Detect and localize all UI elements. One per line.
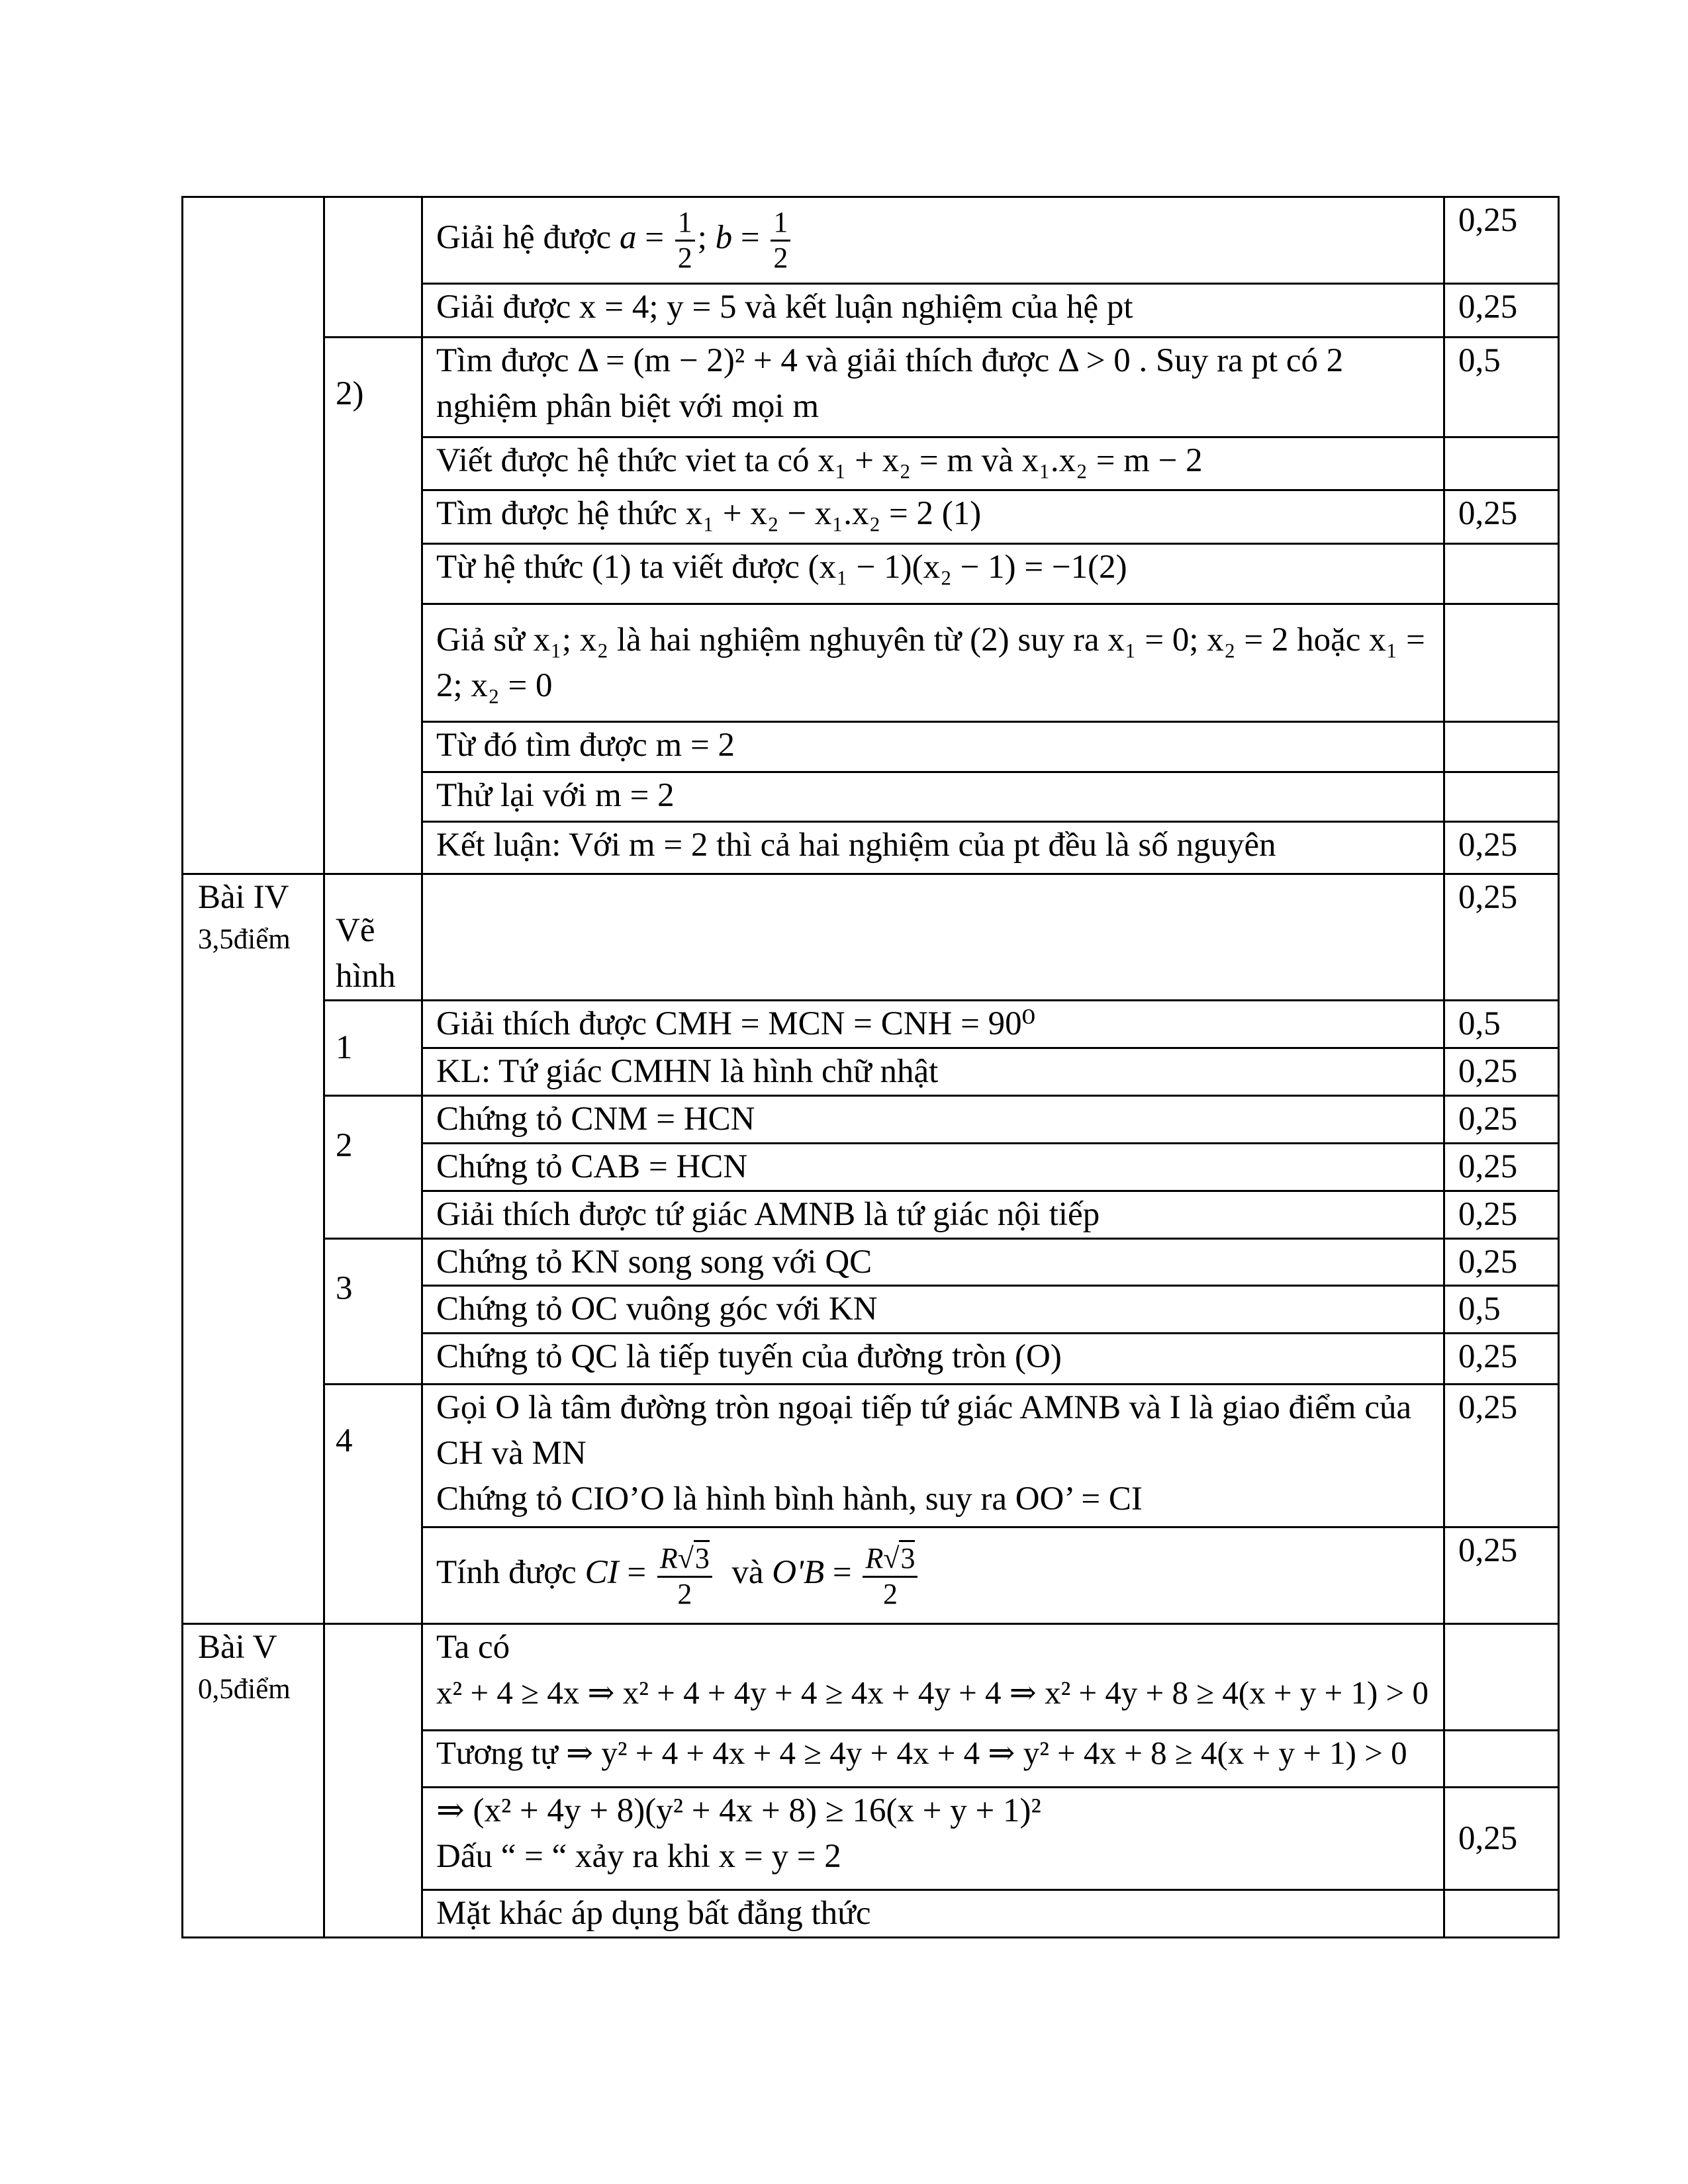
score-cell — [1444, 437, 1559, 490]
content-cell: Tìm được hệ thức x₁ + x₂ − x₁.x₂ = 2 (1) — [422, 490, 1444, 544]
score-cell: 0,25 — [1444, 1334, 1559, 1385]
part-label: 4 — [336, 1422, 353, 1460]
part-label: 2) — [336, 375, 364, 412]
content-cell: Kết luận: Với m = 2 thì cả hai nghiệm của pt đều là số nguyên — [422, 822, 1444, 874]
score-cell: 0,25 — [1444, 1143, 1559, 1191]
score-cell: 0,25 — [1444, 284, 1559, 338]
answer-key-table — [181, 196, 1560, 1938]
score-cell — [1444, 604, 1559, 722]
content-cell — [422, 197, 1444, 284]
cell-text-line2: Chứng tỏ CIO’O là hình bình hành, suy ra OO’ = CI — [436, 1480, 1143, 1518]
score-cell: 0,25 — [1444, 1095, 1559, 1143]
cell-text: ⇒ (x² + 4y + 8)(y² + 4x + 8) ≥ 16(x + y + 1)² — [436, 1792, 1041, 1830]
table-row — [183, 1095, 1559, 1143]
content-cell: Giải thích được tứ giác AMNB là tứ giác nội tiếp — [422, 1191, 1444, 1238]
bai-title: Bài V — [198, 1629, 277, 1666]
bai-cell-empty — [183, 197, 324, 874]
score-cell: 0,25 — [1444, 1191, 1559, 1238]
content-cell: Chứng tỏ OC vuông góc với KN — [422, 1286, 1444, 1334]
content-cell: Giải thích được CMH = MCN = CNH = 90⁰ — [422, 1000, 1444, 1048]
score-cell — [1444, 1624, 1559, 1731]
part-cell-empty — [324, 197, 422, 338]
score-cell: 0,25 — [1444, 490, 1559, 544]
bai-points: 3,5điểm — [198, 923, 291, 955]
content-cell — [422, 1527, 1444, 1624]
bai-points: 0,5điểm — [198, 1674, 291, 1706]
cell-text-line2: Dấu “ = “ xảy ra khi x = y = 2 — [436, 1838, 841, 1876]
content-cell: Viết được hệ thức viet ta có x₁ + x₂ = m và x₁.x₂ = m − 2 — [422, 437, 1444, 490]
formula-solve-system: Giải hệ được a = $\frac{1}{2}$ ; b = $\frac{1}{2}$ — [436, 219, 793, 256]
content-cell: KL: Tứ giác CMHN là hình chữ nhật — [422, 1048, 1444, 1095]
table-row — [183, 1238, 1559, 1286]
part-label-cell — [324, 1095, 422, 1238]
score-cell — [1444, 544, 1559, 604]
bai-title: Bài IV — [198, 879, 289, 916]
formula-ci: Tính được CI = $\frac{R√3}{2}$ và O'B = $\frac{R√3}{2}$ — [436, 1554, 920, 1591]
content-cell: Tìm được Δ = (m − 2)² + 4 và giải thích được Δ > 0 . Suy ra pt có 2 nghiệm phân biệt với mọi m — [422, 338, 1444, 437]
table-row — [183, 1000, 1559, 1048]
content-cell: Từ đó tìm được m = 2 — [422, 722, 1444, 772]
fraction: $\frac{1}{2}$ — [771, 206, 790, 275]
content-cell: Chứng tỏ CAB = HCN — [422, 1143, 1444, 1191]
content-cell: Chứng tỏ KN song song với QC — [422, 1238, 1444, 1286]
part-cell-empty — [324, 1624, 422, 1938]
fraction: $\frac{R√3}{2}$ — [863, 1540, 917, 1611]
score-cell: 0,5 — [1444, 1000, 1559, 1048]
table-row — [183, 338, 1559, 437]
content-cell: Từ hệ thức (1) ta viết được (x₁ − 1)(x₂ − 1) = −1(2) — [422, 544, 1444, 604]
score-cell: 0,5 — [1444, 1286, 1559, 1334]
content-cell: Chứng tỏ CNM = HCN — [422, 1095, 1444, 1143]
score-cell — [1444, 722, 1559, 772]
content-cell: Tương tự ⇒ y² + 4 + 4x + 4 ≥ 4y + 4x + 4 ⇒ y² + 4x + 8 ≥ 4(x + y + 1) > 0 — [422, 1731, 1444, 1788]
score-cell: 0,5 — [1444, 338, 1559, 437]
part-label-cell — [324, 1385, 422, 1624]
content-cell: Giả sử x₁; x₂ là hai nghiệm nghuyên từ (2) suy ra x₁ = 0; x₂ = 2 hoặc x₁ = 2; x₂ = 0 — [422, 604, 1444, 722]
score-cell: 0,25 — [1444, 1385, 1559, 1527]
part-label-cell — [324, 338, 422, 874]
content-cell — [422, 874, 1444, 1001]
score-cell — [1444, 772, 1559, 822]
fraction: $\frac{1}{2}$ — [675, 206, 695, 275]
content-cell: Mặt khác áp dụng bất đẳng thức — [422, 1890, 1444, 1938]
table-row — [183, 197, 1559, 284]
part-label-cell: 1 — [324, 1000, 422, 1095]
table-row — [183, 1624, 1559, 1731]
content-cell: Chứng tỏ QC là tiếp tuyến của đường tròn (O) — [422, 1334, 1444, 1385]
bai-cell — [183, 1624, 324, 1938]
score-cell: 0,25 — [1444, 1788, 1559, 1890]
score-cell: 0,25 — [1444, 1238, 1559, 1286]
bai-cell — [183, 874, 324, 1624]
score-cell: 0,25 — [1444, 1048, 1559, 1095]
table-row — [183, 1385, 1559, 1527]
part-label-cell — [324, 874, 422, 1001]
part-label: 3 — [336, 1269, 353, 1307]
score-cell: 0,25 — [1444, 1527, 1559, 1624]
fraction: $\frac{R√3}{2}$ — [657, 1540, 712, 1611]
cell-text: Ta có — [436, 1629, 510, 1666]
part-label: 2 — [336, 1126, 353, 1164]
score-cell: 0,25 — [1444, 822, 1559, 874]
score-cell — [1444, 1890, 1559, 1938]
cell-text: Gọi O là tâm đường tròn ngoại tiếp tứ giác AMNB và I là giao điểm của CH và MN — [436, 1389, 1412, 1473]
score-cell — [1444, 1731, 1559, 1788]
score-cell: 0,25 — [1444, 197, 1559, 284]
score-cell: 0,25 — [1444, 874, 1559, 1001]
content-cell — [422, 1385, 1444, 1527]
content-cell: Thử lại với m = 2 — [422, 772, 1444, 822]
content-cell — [422, 1788, 1444, 1890]
cell-text-line2: x² + 4 ≥ 4x ⇒ x² + 4 + 4y + 4 ≥ 4x + 4y + 4 ⇒ x² + 4y + 8 ≥ 4(x + y + 1) > 0 — [436, 1674, 1429, 1711]
content-cell — [422, 1624, 1444, 1731]
part-label-cell — [324, 1238, 422, 1385]
part-label: Vẽ hình — [336, 912, 396, 995]
content-cell: Giải được x = 4; y = 5 và kết luận nghiệm của hệ pt — [422, 284, 1444, 338]
table-row — [183, 874, 1559, 1001]
